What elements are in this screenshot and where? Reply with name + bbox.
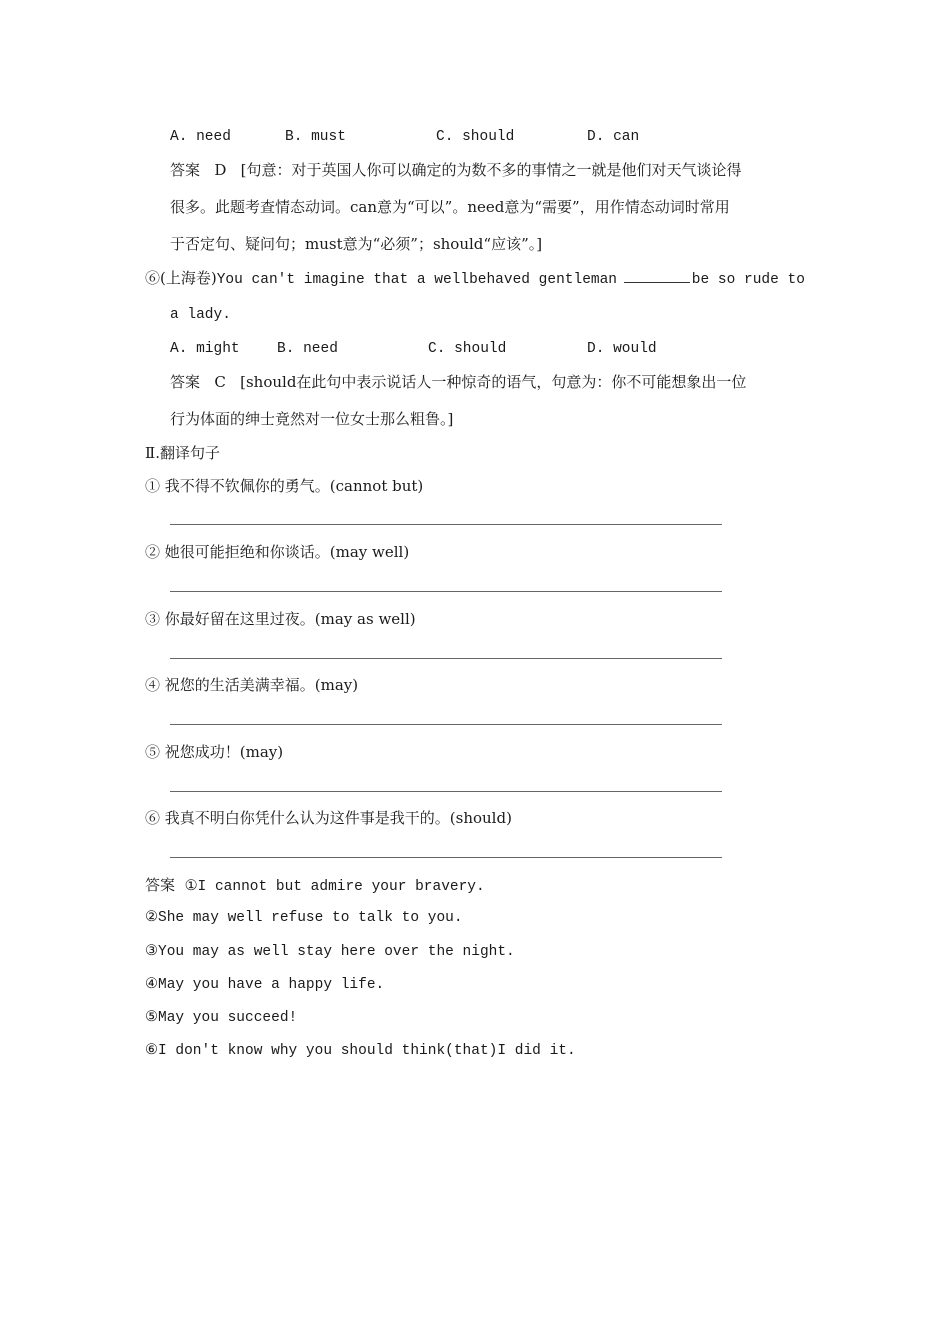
answer-1: ①I cannot but admire your bravery. bbox=[184, 879, 485, 895]
q5-explanation-1: [句意：对于英国人你可以确定的为数不多的事情之一就是他们对天气谈论得 bbox=[240, 161, 742, 179]
q5-answer-letter: D bbox=[214, 161, 227, 179]
q5-option-a: A. need bbox=[170, 129, 231, 145]
q6-explanation-1: [should在此句中表示说话人一种惊奇的语气，句意为：你不可能想象出一位 bbox=[240, 373, 747, 391]
q6-stem-line-1 bbox=[145, 268, 805, 290]
q5-option-c: C. should bbox=[436, 129, 515, 145]
q5-answer-line-1 bbox=[170, 160, 742, 180]
translate-item-4: ④ 祝您的生活美满幸福。(may) bbox=[145, 676, 359, 694]
q5-option-d: D. can bbox=[587, 129, 640, 145]
q6-stem-line-2: a lady. bbox=[170, 307, 231, 323]
q6-answer-line-1 bbox=[170, 372, 746, 392]
q6-answer-letter: C bbox=[214, 373, 226, 391]
translate-item-1: ① 我不得不钦佩你的勇气。(cannot but) bbox=[145, 477, 424, 495]
section-answer-label: 答案 bbox=[145, 876, 176, 894]
answer-blank-3[interactable] bbox=[170, 658, 722, 659]
q5-explanation-3: 于否定句、疑问句；must意为“必须”；should“应该”。] bbox=[170, 235, 543, 253]
q6-number: ⑥ bbox=[145, 269, 161, 287]
answer-blank-2[interactable] bbox=[170, 591, 722, 592]
q5-answer-label: 答案 bbox=[170, 161, 201, 179]
q5-option-b: B. must bbox=[285, 129, 346, 145]
translate-item-5: ⑤ 祝您成功！(may) bbox=[145, 743, 284, 761]
translate-item-2: ② 她很可能拒绝和你谈话。(may well) bbox=[145, 543, 410, 561]
q6-option-c: C. should bbox=[428, 341, 507, 357]
answer-blank-4[interactable] bbox=[170, 724, 722, 725]
q5-explanation-2: 很多。此题考查情态动词。can意为“可以”。need意为“需要”，用作情态动词时常用 bbox=[170, 198, 730, 216]
answer-blank-1[interactable] bbox=[170, 524, 722, 525]
q6-fill-blank[interactable] bbox=[624, 270, 690, 283]
section-title: Ⅱ.翻译句子 bbox=[145, 444, 220, 462]
answer-2: ②She may well refuse to talk to you. bbox=[145, 910, 463, 926]
q6-stem-after: be so rude to bbox=[691, 272, 805, 288]
translate-item-3: ③ 你最好留在这里过夜。(may as well) bbox=[145, 610, 416, 628]
q6-option-a: A. might bbox=[170, 341, 240, 357]
section-answer-line-1 bbox=[145, 875, 485, 897]
translate-item-6: ⑥ 我真不明白你凭什么认为这件事是我干的。(should) bbox=[145, 809, 512, 827]
q6-option-d: D. would bbox=[587, 341, 657, 357]
answer-blank-5[interactable] bbox=[170, 791, 722, 792]
q6-source: (上海卷) bbox=[160, 269, 217, 287]
q6-stem-before: You can't imagine that a wellbehaved gentleman bbox=[216, 272, 617, 288]
answer-blank-6[interactable] bbox=[170, 857, 722, 858]
answer-3: ③You may as well stay here over the night. bbox=[145, 944, 515, 960]
q6-option-b: B. need bbox=[277, 341, 338, 357]
q6-answer-label: 答案 bbox=[170, 373, 201, 391]
answer-5: ⑤May you succeed! bbox=[145, 1010, 298, 1026]
answer-6: ⑥I don't know why you should think(that)I did it. bbox=[145, 1043, 576, 1059]
answer-4: ④May you have a happy life. bbox=[145, 977, 385, 993]
q6-explanation-2: 行为体面的绅士竟然对一位女士那么粗鲁。] bbox=[170, 410, 454, 428]
